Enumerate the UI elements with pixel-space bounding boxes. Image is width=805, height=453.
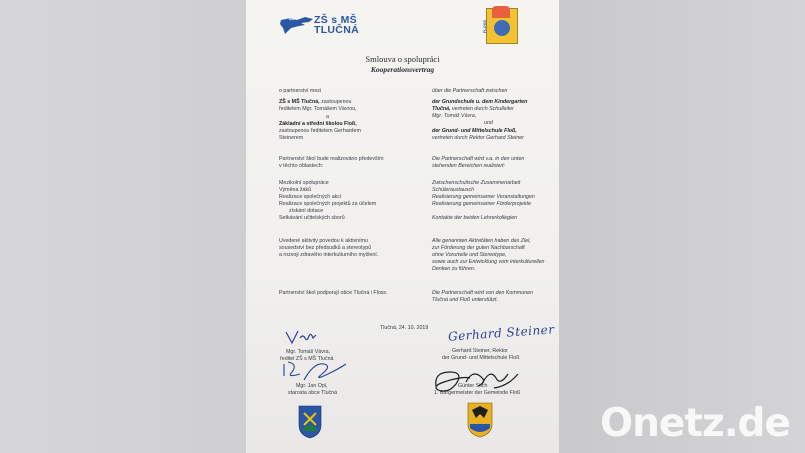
right-p1a: Die Partnerschaft wird v.a. in den unten: [432, 156, 525, 162]
left-p1b: v těchto oblastech:: [279, 163, 324, 169]
right-list-item-4: Realisierung gemeinsamer Förderprojekte: [432, 201, 531, 207]
left-p1a: Partnerství škol bude realizováno především: [279, 156, 384, 162]
logo-line2: TLUČNÁ: [314, 24, 359, 36]
signatory2-name: Mgr. Jan Opl,: [296, 383, 328, 389]
left-rep2a: zastoupenou ředitelem Gerhardem: [279, 128, 361, 134]
signatory4-role: 1. Bürgermeister der Gemeinde Floß: [434, 390, 521, 396]
left-school-line: [279, 99, 351, 106]
right-p3b: Tlučná und Floß unterstützt.: [432, 297, 498, 303]
signatory3-name: Gerhard Steiner, Rektor: [452, 348, 508, 354]
background-left: [0, 0, 246, 453]
left-p2b: sousedství bez předsudků a stereotypů: [279, 245, 372, 251]
left-p2a: Uvedené aktivity povedou k aktivnímu: [279, 238, 368, 244]
right-p2c: ohne Vorurteile und Stereotype,: [432, 252, 507, 258]
floss-coat-of-arms-icon: [467, 402, 493, 438]
right-school1b-rest: vertreten durch Schulleiter: [450, 106, 514, 112]
left-list-item-1: Mezikolní spolupráce: [279, 180, 329, 186]
left-p2c: a rozvoji zdravého interkulturního myšlení.: [279, 252, 379, 258]
left-list-item-2: Výměna žáků: [279, 187, 312, 193]
right-p2a: Alle genannten Aktivitäten haben das Ziel,: [432, 238, 531, 244]
left-list-item-3: Realizace společných akcí: [279, 194, 342, 200]
floss-school-logo: [480, 6, 518, 46]
contract-document: [246, 0, 559, 453]
left-rep2b: Steinerem: [279, 135, 304, 141]
right-p2e: Denken zu führen.: [432, 266, 476, 272]
signatory3-role: der Grund- und Mittelschule Floß: [442, 355, 520, 361]
signatory1-name: Mgr. Tomáš Vávra,: [286, 349, 331, 355]
left-school-name-rest: zastoupenou: [319, 99, 352, 105]
right-p2d: sowie auch zur Entwicklung vom interkulturellen: [432, 259, 545, 265]
title-czech: Smlouva o spolupráci: [365, 54, 440, 64]
right-school1: der Grundschule u. dem Kindergarten: [432, 99, 528, 105]
logo-line1: ZŠ s MŠ: [314, 14, 357, 26]
right-list-item-3: Realisierung gemeinsamer Veranstaltungen: [432, 194, 535, 200]
right-school1-line: [432, 106, 514, 113]
left-list-item-5: získání dotace: [289, 208, 324, 214]
left-list-item-4: Realizace společných projektů za účelem: [279, 201, 377, 207]
left-p3: Partnerství škol podporují obce Tlučná i Floss.: [279, 290, 388, 296]
right-und: und: [484, 120, 493, 126]
crocodile-logo-icon: [279, 14, 315, 36]
left-intro: o partnerství mezi: [279, 88, 322, 94]
onetz-watermark: Onetz.de: [600, 401, 790, 446]
signatory2-role: starosta obce Tlučná: [288, 390, 338, 396]
right-rep1: Mgr. Tomáš Vávra,: [432, 113, 477, 119]
floss-badge-text: FLOSS: [482, 19, 488, 34]
right-list-item-2: Schüleraustausch: [432, 187, 475, 193]
signatory4-name: Günter Stich: [458, 383, 488, 389]
right-list-item-5: Kontakte der beiden Lehrerkollegien: [432, 215, 518, 221]
right-p2b: zur Förderung der guten Nachbarschaft: [432, 245, 525, 251]
left-list-item-6: Setkávání učitelských sborů: [279, 215, 345, 221]
right-rep2: vertreten durch Rektor Gerhard Steiner: [432, 135, 524, 141]
signatory1-role: ředitel ZŠ s MŠ Tlučná: [280, 356, 334, 362]
right-list-item-1: Zwischenschulische Zusammenarbeit: [432, 180, 521, 186]
school-logo-text: [314, 15, 359, 35]
signature-steiner: Gerhard Steiner: [447, 322, 555, 344]
left-rep1: ředitelem Mgr. Tomášem Vávrou,: [279, 106, 357, 112]
right-school2: der Grund- und Mittelschule Floß,: [432, 128, 517, 134]
signing-date: Tlučná, 24. 10. 2019: [380, 325, 429, 331]
left-school-name: ZŠ s MŠ Tlučná,: [279, 99, 320, 105]
left-and: a: [326, 114, 329, 120]
left-school2: Základní a střední školou Floß,: [279, 121, 357, 127]
right-p1b: stehenden Bereichen realisiert:: [432, 163, 506, 169]
signature-opl-icon: [278, 358, 350, 386]
signature-vavra-icon: [284, 328, 324, 346]
title-german: Kooperationsvertrag: [370, 65, 435, 74]
background-right: [559, 0, 805, 453]
right-intro: über die Partnerschaft zwischen: [432, 88, 508, 94]
right-school1b: Tlučná,: [432, 106, 451, 112]
right-p3a: Die Partnerschaft wird von den Kommunen: [432, 290, 533, 296]
tlucna-coat-of-arms-icon: [298, 405, 322, 439]
